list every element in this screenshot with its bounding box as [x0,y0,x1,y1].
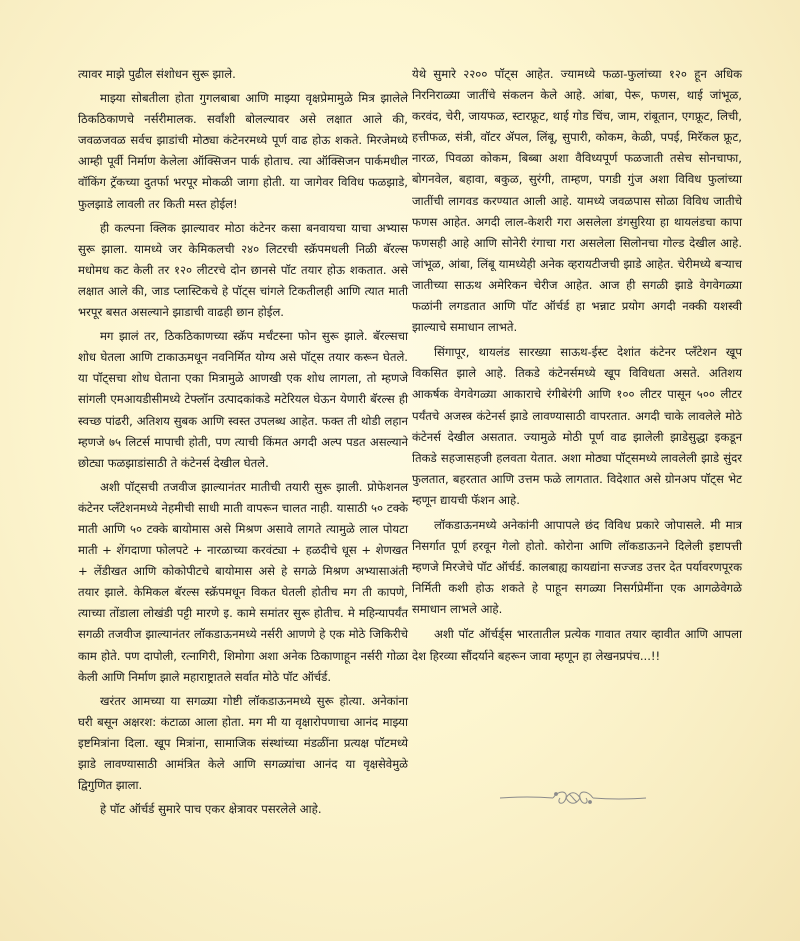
decorative-divider-icon [498,786,648,810]
paragraph: येथे सुमारे २२०० पॉट्स आहेत. ज्यामध्ये फळा-फुलांच्या १२० हून अधिक निरनिराळ्या जातींचे संकलन केले आहे. आंबा, पेरू, फणस, थाई जांभूळ, करवंद, चेरी, जायफळ, स्टारफ्रूट, थाई गोड चिंच, जाम, रांबूतान, एगफ्रूट, लिची, हत्तीफळ, संत्री, वॉटर ॲपल, लिंबू, सुपारी, कोकम, केळी, पपई, मिरॅकल फ्रूट, नारळ, पिवळा कोकम, बिब्बा अशा वैविध्यपूर्ण फळजाती तसेच सोनचाफा, बोगनवेल, बहावा, बकुळ, सुरंगी, ताम्हण, पगडी गुंज अशा विविध फुलांच्या जातींची लागवड करण्यात आली आहे. यामध्ये जवळपास सोळा विविध जातीचे फणस आहेत. अगदी लाल-केशरी गरा असलेला डंगसुरिया हा थायलंडचा कापा फणसही आहे आणि सोनेरी रंगाचा गरा असलेला सिलोनचा गोल्ड देखील आहे. जांभूळ, आंबा, लिंबू यामध्येही अनेक व्हरायटीजची झाडे आहेत. चेरीमध्ये बऱ्याच जातीच्या साऊथ अमेरिकन चेरीज आहेत. आज ही सगळी झाडे वेगवेगळ्या फळांनी लगडतात आणि पॉट ऑर्चर्ड हा भन्नाट प्रयोग अगदी नक्की यशस्वी झाल्याचे समाधान लाभते. [412,67,742,335]
paragraph: त्यावर माझे पुढील संशोधन सुरू झाले. [78,67,236,81]
paragraph: अशी पॉट ऑर्चर्ड्स भारतातील प्रत्येक गावात तयार व्हावीत आणि आपला देश हिरव्या सौंदर्याने बहरून जावा म्हणून हा लेखनप्रपंच...!! [412,627,742,663]
paragraph: मग झालं तर, ठिकठिकाणच्या स्क्रॅप मर्चंटस्ना फोन सुरू झाले. बॅरल्सचा शोध घेतला आणि टाकाऊमधून नवनिर्मित योग्य असे पॉट्स तयार करून घेतले. या पॉट्सचा शोध घेताना एका मित्रामुळे आणखी एक शोध लागला, तो म्हणजे सांगली एमआयडीसीमध्ये टेफ्लॉन उत्पादकांकडे मटेरियल घेऊन येणारी बॅरल्स ही स्वच्छ पांढरी, अतिशय सुबक आणि स्वस्त उपलब्ध आहेत. फक्त ती थोडी लहान म्हणजे ७५ लिटर्स मापाची होती, पण त्याची किंमत अगदी अल्प पडत असल्याने छोट्या फळझाडांसाठी ते कंटेनर्स देखील घेतले. [78,329,408,470]
paragraph: माझ्या सोबतीला होता गुगलबाबा आणि माझ्या वृक्षप्रेमामुळे मित्र झालेले ठिकठिकाणचे नर्सरीमालक. सर्वांशी बोलल्यावर असे लक्षात आले की, जवळजवळ सर्वच झाडांची मोठ्या कंटेनरमध्ये पूर्ण वाढ होऊ शकते. मिरजेमध्ये आम्ही पूर्वी निर्माण केलेला ऑक्सिजन पार्क होताच. त्या ऑक्सिजन पार्कमधील वॉकिंग ट्रॅकच्या दुतर्फा भरपूर मोकळी जागा होती. या जागेवर विविध फळझाडे, फुलझाडे लावली तर किती मस्त होईल! [78,91,408,211]
paragraph: ही कल्पना क्लिक झाल्यावर मोठा कंटेनर कसा बनवायचा याचा अभ्यास सुरू झाला. यामध्ये जर केमिकलची २४० लिटरची स्क्रॅपमधली निळी बॅरल्स मधोमध कट केली तर १२० लीटरचे दोन छानसे पॉट तयार होऊ शकतात. असे लक्षात आले की, जाड प्लास्टिकचे हे पॉट्स चांगले टिकतीलही आणि त्यात माती भरपूर बसत असल्याने झाडाची वाढही छान होईल. [78,220,408,320]
left-column [78,64,408,823]
paragraph: सिंगापूर, थायलंड सारख्या साऊथ-ईस्ट देशांत कंटेनर प्लँटेशन खूप विकसित झाले आहे. तिकडे कंटेनर्समध्ये खूप विविधता असते. अतिशय आकर्षक वेगवेगळ्या आकाराचे रंगीबेरंगी आणि १०० लीटर पासून ५०० लीटर पर्यंतचे अजस्त्र कंटेनर्स झाडे लावण्यासाठी वापरतात. अगदी चाके लावलेले मोठे कंटेनर्स देखील असतात. ज्यामुळे मोठी पूर्ण वाढ झालेली झाडेसुद्धा इकडून तिकडे सहजासहजी हलवता येतात. अशा मोठ्या पॉट्समध्ये लावलेली झाडे सुंदर फुलतात, बहरतात आणि उत्तम फळे लागतात. विदेशात असे ग्रोनअप पॉट्स भेट म्हणून द्यायची फॅशन आहे. [412,345,742,507]
paragraph: हे पॉट ऑर्चर्ड सुमारे पाच एकर क्षेत्रावर पसरलेले आहे. [100,802,322,817]
paragraph: खरंतर आमच्या या सगळ्या गोष्टी लॉकडाऊनमध्ये सुरू होत्या. अनेकांना घरी बसून अक्षरश: कंटाळा आला होता. मग मी या वृक्षारोपणाचा आनंद माझ्या इष्टमित्रांना दिला. खूप मित्रांना, सामाजिक संस्थांच्या मंडळींना प्रत्यक्ष पॉटमध्ये झाडे लावण्यासाठी आमंत्रित केले आणि सगळ्यांचा आनंद या वृक्षसेवेमुळे द्विगुणित झाला. [78,693,408,793]
right-column [412,64,742,671]
paragraph: लॉकडाऊनमध्ये अनेकांनी आपापले छंद विविध प्रकारे जोपासले. मी मात्र निसर्गात पूर्ण हरवून गेलो होतो. कोरोना आणि लॉकडाऊनने दिलेली इष्टापत्ती म्हणजे मिरजेचे पॉट ऑर्चर्ड. कालबाह्य कायद्यांना सज्जड उत्तर देत पर्यावरणपूरक निर्मिती कशी होऊ शकते हे पाहून सगळ्या निसर्गप्रेमींना एक आगळेवेगळे समाधान लाभले आहे. [412,517,742,617]
paragraph: अशी पॉट्सची तजवीज झाल्यानंतर मातीची तयारी सुरू झाली. प्रोफेशनल कंटेनर प्लँटेशनमध्ये नेहमीची साधी माती वापरून चालत नाही. यासाठी ५० टक्के माती आणि ५० टक्के बायोमास असे मिश्रण असावे लागते त्यामुळे लाल पोयटा माती + शेंगदाणा फोलपटे + नारळाच्या करवंट्या + हळदीचे धूस + शेणखत + लेंडीखत आणि कोकोपीटचे बायोमास असे हे सगळे मिश्रण अभ्यासाअंती तयार झाले. केमिकल बॅरल्स स्क्रॅपमधून विकत घेतली होतीच मग ती कापणे, त्याच्या तोंडाला लोखंडी पट्टी मारणे इ. कामे समांतर सुरू होतीच. मे महिन्यापर्यंत सगळी तजवीज झाल्यानंतर लॉकडाऊनमध्ये नर्सरी आणणे हे एक मोठे जिकिरीचे काम होते. पण दापोली, रत्नागिरी, शिमोगा अशा अनेक ठिकाणाहून नर्सरी गोळा केली आणि निर्माण झाले महाराष्ट्रातले सर्वात मोठे पॉट ऑर्चर्ड. [78,479,408,684]
